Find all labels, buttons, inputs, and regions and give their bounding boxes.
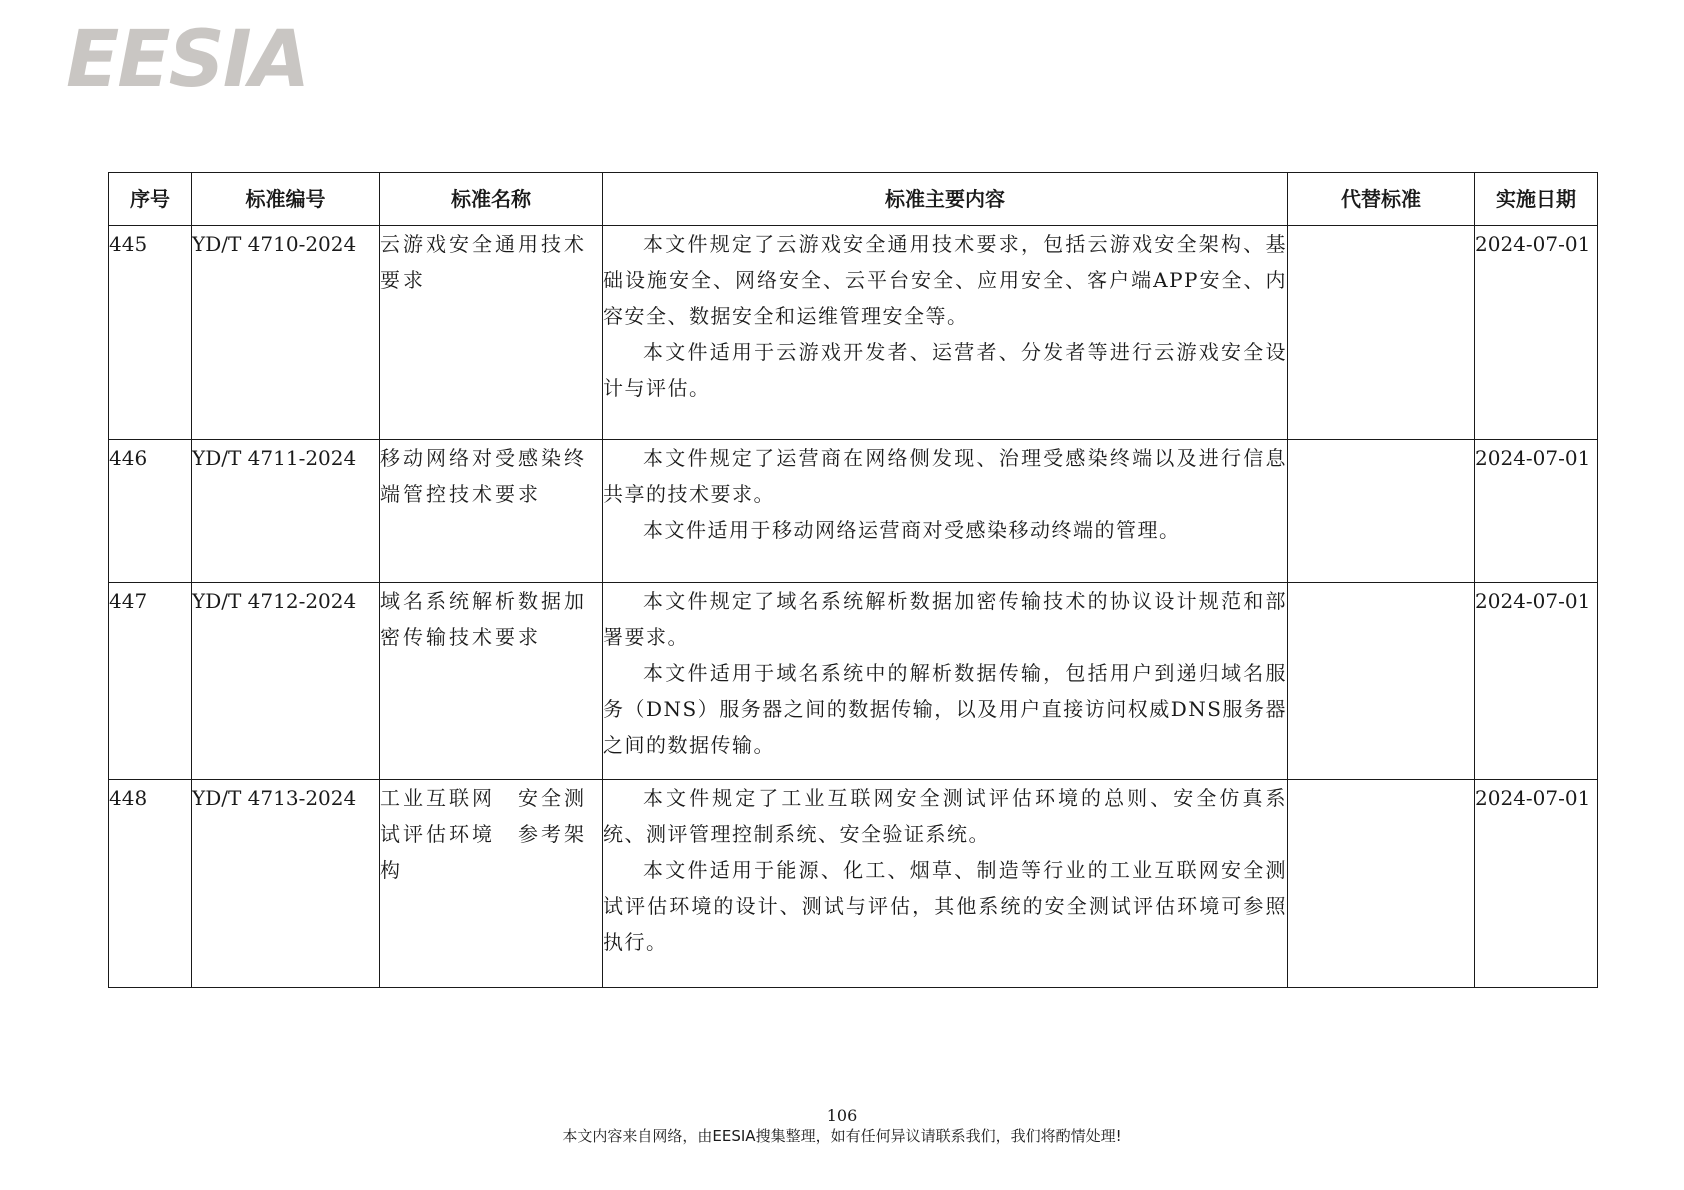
row-standard-name: 域名系统解析数据加密传输技术要求 (380, 583, 603, 780)
header-standard-name: 标准名称 (380, 173, 603, 226)
content-paragraph: 本文件规定了工业互联网安全测试评估环境的总则、安全仿真系统、测评管理控制系统、安全验证系统。 (603, 786, 1287, 846)
row-implementation-date: 2024-07-01 (1475, 583, 1598, 780)
header-replaces-standard: 代替标准 (1288, 173, 1475, 226)
table-header-row (109, 173, 1598, 226)
header-main-content: 标准主要内容 (603, 173, 1288, 226)
row-implementation-date: 2024-07-01 (1475, 226, 1598, 440)
footer-disclaimer: 本文内容来自网络，由EESIA搜集整理，如有任何异议请联系我们，我们将酌情处理! (562, 1127, 1122, 1145)
row-standard-name: 云游戏安全通用技术要求 (380, 226, 603, 440)
content-paragraph: 本文件适用于域名系统中的解析数据传输，包括用户到递归域名服务（DNS）服务器之间的数据传输，以及用户直接访问权威DNS服务器之间的数据传输。 (603, 661, 1287, 757)
table-row (109, 583, 1598, 780)
header-standard-code: 标准编号 (192, 173, 380, 226)
table-row (109, 780, 1598, 988)
eesia-logo: EESIA (66, 15, 309, 105)
row-replaces-standard (1288, 440, 1475, 583)
table-row (109, 440, 1598, 583)
row-standard-code: YD/T 4711-2024 (192, 440, 380, 583)
row-main-content (603, 583, 1288, 780)
header-serial-number: 序号 (109, 173, 192, 226)
row-serial-number: 448 (109, 780, 192, 988)
row-replaces-standard (1288, 226, 1475, 440)
content-paragraph: 本文件规定了云游戏安全通用技术要求，包括云游戏安全架构、基础设施安全、网络安全、云平台安全、应用安全、客户端APP安全、内容安全、数据安全和运维管理安全等。 (603, 232, 1287, 328)
content-paragraph: 本文件适用于云游戏开发者、运营者、分发者等进行云游戏安全设计与评估。 (603, 340, 1287, 400)
content-paragraph: 本文件规定了运营商在网络侧发现、治理受感染终端以及进行信息共享的技术要求。 (603, 446, 1287, 506)
row-standard-name: 移动网络对受感染终端管控技术要求 (380, 440, 603, 583)
row-serial-number: 447 (109, 583, 192, 780)
row-main-content (603, 780, 1288, 988)
content-paragraph: 本文件规定了域名系统解析数据加密传输技术的协议设计规范和部署要求。 (603, 589, 1287, 649)
row-main-content (603, 226, 1288, 440)
row-standard-name: 工业互联网 安全测试评估环境 参考架构 (380, 780, 603, 988)
table-row (109, 226, 1598, 440)
page-number: 106 (826, 1106, 858, 1125)
content-paragraph: 本文件适用于移动网络运营商对受感染移动终端的管理。 (643, 518, 1181, 542)
standards-table (108, 172, 1598, 988)
row-implementation-date: 2024-07-01 (1475, 780, 1598, 988)
content-paragraph: 本文件适用于能源、化工、烟草、制造等行业的工业互联网安全测试评估环境的设计、测试与评估，其他系统的安全测试评估环境可参照执行。 (603, 858, 1287, 954)
row-replaces-standard (1288, 583, 1475, 780)
row-standard-code: YD/T 4713-2024 (192, 780, 380, 988)
row-main-content (603, 440, 1288, 583)
row-implementation-date: 2024-07-01 (1475, 440, 1598, 583)
row-serial-number: 446 (109, 440, 192, 583)
row-standard-code: YD/T 4712-2024 (192, 583, 380, 780)
row-serial-number: 445 (109, 226, 192, 440)
row-standard-code: YD/T 4710-2024 (192, 226, 380, 440)
row-replaces-standard (1288, 780, 1475, 988)
header-implementation-date: 实施日期 (1475, 173, 1598, 226)
